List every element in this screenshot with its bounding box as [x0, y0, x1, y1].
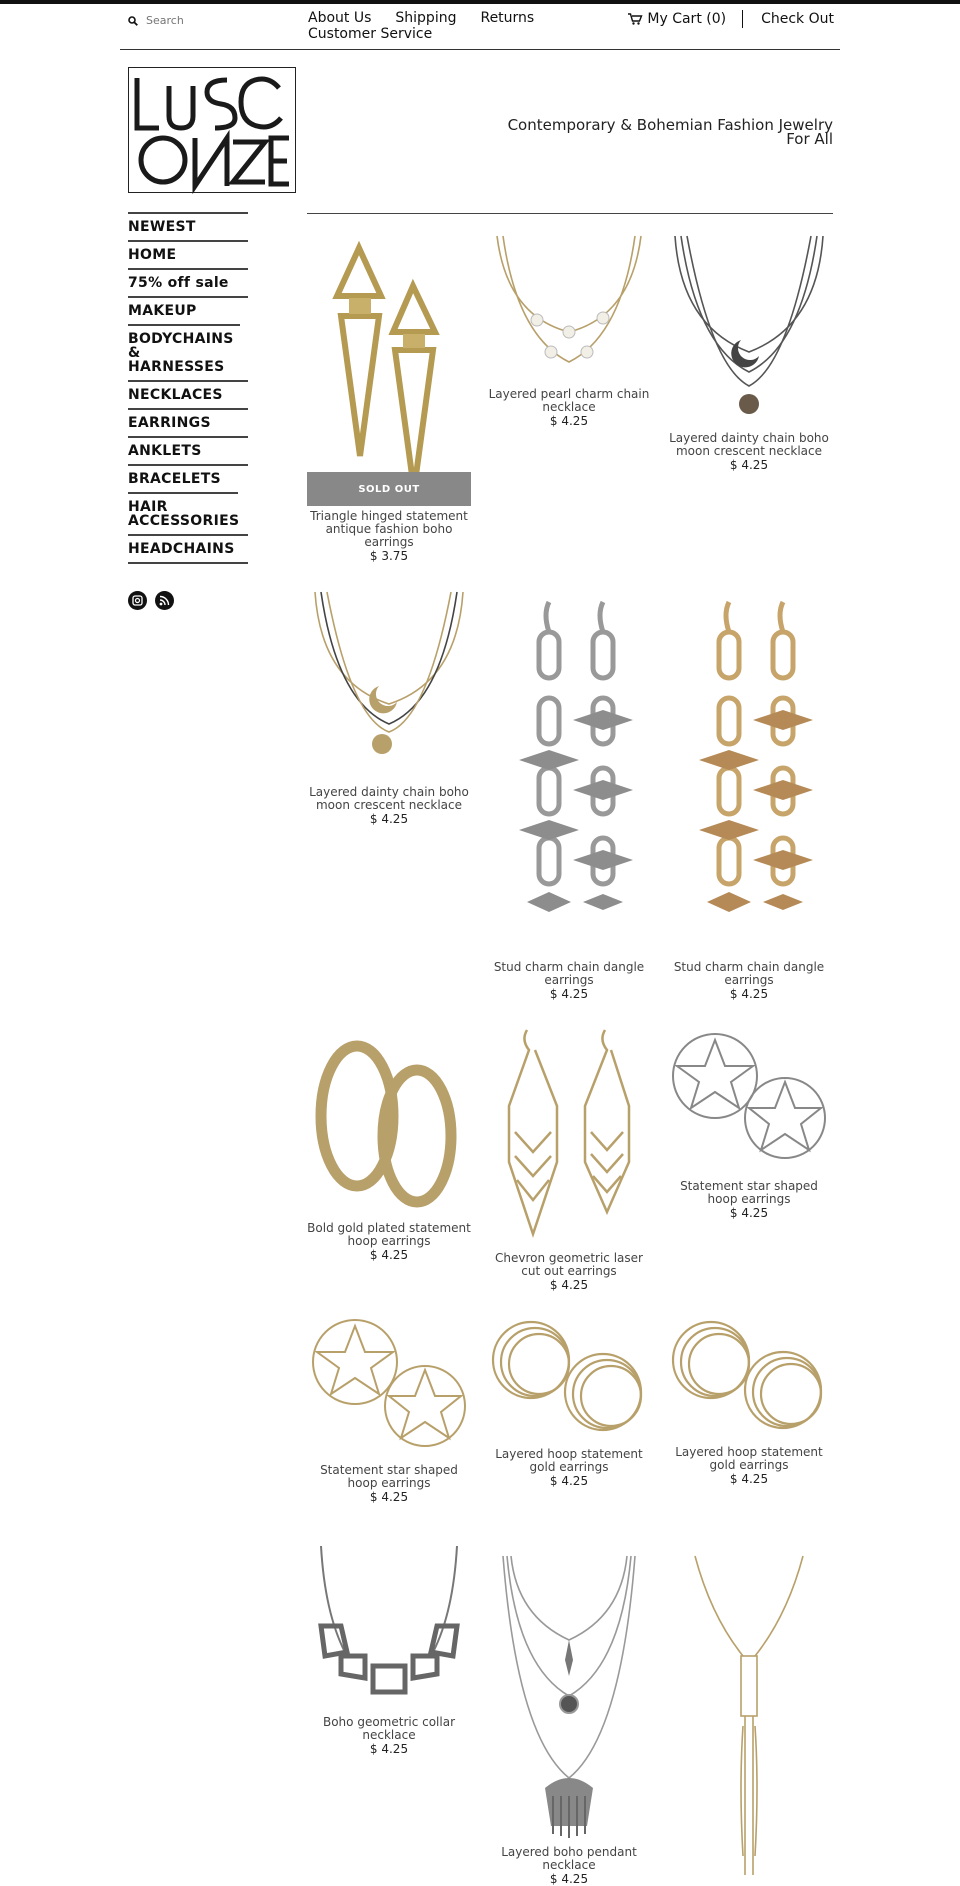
- cart-area: [628, 10, 834, 28]
- product-image[interactable]: [307, 1310, 471, 1460]
- product-card[interactable]: [487, 602, 651, 1001]
- search-box[interactable]: [128, 14, 266, 27]
- y-chain-necklace-icon: [667, 1556, 831, 1875]
- sidebar-item-bracelets[interactable]: BRACELETS: [128, 464, 248, 492]
- product-card[interactable]: [667, 1022, 831, 1220]
- product-name[interactable]: Layered hoop statement gold earrings: [495, 1447, 643, 1474]
- sidebar-item-anklets[interactable]: ANKLETS: [128, 436, 248, 464]
- product-name[interactable]: Triangle hinged statement antique fashion boho earrings: [310, 509, 468, 549]
- product-image[interactable]: [487, 236, 651, 384]
- search-input[interactable]: [146, 14, 266, 27]
- product-image[interactable]: [307, 592, 471, 782]
- product-price: $ 4.25: [729, 1472, 769, 1486]
- instagram-icon[interactable]: [128, 591, 147, 610]
- brand-logo[interactable]: [128, 67, 296, 193]
- stud-chain-gold-icon: [667, 602, 831, 957]
- product-name[interactable]: Bold gold plated statement hoop earrings: [307, 1221, 471, 1248]
- product-card[interactable]: [307, 1310, 471, 1504]
- chevron-earrings-icon: [487, 1022, 651, 1248]
- layered-hoop-2-icon: [667, 1310, 831, 1442]
- geometric-collar-icon: [307, 1546, 471, 1712]
- brand-tagline: Contemporary & Bohemian Fashion Jewelry For All: [507, 116, 833, 148]
- product-card[interactable]: [667, 1556, 831, 1875]
- product-name[interactable]: Layered hoop statement gold earrings: [675, 1445, 823, 1472]
- product-image[interactable]: [487, 1022, 651, 1248]
- product-image[interactable]: [307, 236, 471, 506]
- sidebar-item-hair-accessories[interactable]: HAIR ACCESSORIES: [128, 492, 238, 534]
- sidebar-item-newest[interactable]: NEWEST: [128, 212, 248, 240]
- product-image[interactable]: [307, 1546, 471, 1712]
- product-image[interactable]: [307, 1022, 471, 1218]
- product-name[interactable]: Stud charm chain dangle earrings: [493, 960, 645, 987]
- product-card[interactable]: [487, 1310, 651, 1488]
- product-name[interactable]: Stud charm chain dangle earrings: [673, 960, 825, 987]
- product-card[interactable]: [667, 602, 831, 1001]
- nav-about-us[interactable]: About Us: [308, 10, 372, 26]
- product-image[interactable]: [667, 1556, 831, 1875]
- nav-shipping[interactable]: Shipping: [395, 10, 457, 26]
- sidebar-item-bodychains[interactable]: BODYCHAINS & HARNESSES: [128, 324, 240, 380]
- cart-divider: [742, 10, 743, 28]
- product-price: $ 4.25: [729, 458, 769, 472]
- checkout-link[interactable]: Check Out: [761, 11, 834, 27]
- sold-out-badge: SOLD OUT: [307, 472, 471, 506]
- star-hoop-gold-icon: [307, 1310, 471, 1460]
- pendant-necklace-icon: [487, 1556, 651, 1842]
- product-name[interactable]: Statement star shaped hoop earrings: [680, 1179, 818, 1206]
- product-card[interactable]: [307, 1546, 471, 1756]
- product-name[interactable]: Chevron geometric laser cut out earrings: [495, 1251, 643, 1278]
- product-name[interactable]: Layered pearl charm chain necklace: [488, 387, 650, 414]
- sidebar-item-sale[interactable]: 75% off sale: [128, 268, 248, 296]
- top-nav: [308, 10, 608, 42]
- product-price: $ 4.25: [729, 987, 769, 1001]
- layered-hoop-icon: [487, 1310, 651, 1444]
- product-price: $ 3.75: [369, 549, 409, 563]
- pearl-necklace-icon: [487, 236, 651, 384]
- product-price: $ 4.25: [549, 414, 589, 428]
- product-name[interactable]: Layered boho pendant necklace: [501, 1845, 637, 1872]
- product-image[interactable]: [487, 1556, 651, 1842]
- sidebar-nav: [128, 212, 248, 564]
- product-price: $ 4.25: [369, 812, 409, 826]
- product-card[interactable]: [307, 592, 471, 826]
- product-card[interactable]: [307, 1022, 471, 1262]
- stud-chain-silver-icon: [487, 602, 651, 957]
- sidebar-item-earrings[interactable]: EARRINGS: [128, 408, 248, 436]
- product-price: $ 4.25: [369, 1248, 409, 1262]
- moon-necklace-icon: [667, 236, 831, 428]
- product-card[interactable]: [667, 236, 831, 472]
- logo-mark: [129, 68, 297, 194]
- sidebar-item-makeup[interactable]: MAKEUP: [128, 296, 248, 324]
- product-name[interactable]: Layered dainty chain boho moon crescent necklace: [669, 431, 829, 458]
- product-card[interactable]: [487, 1556, 651, 1886]
- cart-icon: [628, 13, 642, 25]
- triangle-earrings-icon: [307, 236, 471, 506]
- star-hoop-silver-icon: [667, 1022, 831, 1176]
- product-price: $ 4.25: [549, 1872, 589, 1886]
- product-image[interactable]: [487, 602, 651, 957]
- product-card[interactable]: [487, 236, 651, 428]
- gold-hoop-icon: [307, 1022, 471, 1218]
- sidebar-item-headchains[interactable]: HEADCHAINS: [128, 534, 248, 564]
- sidebar-item-home[interactable]: HOME: [128, 240, 248, 268]
- product-name[interactable]: Layered dainty chain boho moon crescent necklace: [309, 785, 469, 812]
- product-image[interactable]: [667, 1022, 831, 1176]
- product-price: $ 4.25: [549, 1278, 589, 1292]
- nav-customer-service[interactable]: Customer Service: [308, 26, 433, 42]
- product-price: $ 4.25: [369, 1490, 409, 1504]
- social-links: [128, 591, 174, 610]
- cart-link[interactable]: My Cart (0): [647, 11, 727, 27]
- product-price: $ 4.25: [549, 987, 589, 1001]
- content-divider: [307, 213, 833, 214]
- product-name[interactable]: Boho geometric collar necklace: [322, 1715, 456, 1742]
- product-name[interactable]: Statement star shaped hoop earrings: [320, 1463, 458, 1490]
- product-price: $ 4.25: [369, 1742, 409, 1756]
- search-icon: [128, 16, 138, 26]
- sidebar-item-necklaces[interactable]: NECKLACES: [128, 380, 248, 408]
- nav-returns[interactable]: Returns: [480, 10, 535, 26]
- product-card[interactable]: [307, 236, 471, 563]
- product-card[interactable]: [487, 1022, 651, 1292]
- product-card[interactable]: [667, 1310, 831, 1486]
- product-price: $ 4.25: [729, 1206, 769, 1220]
- product-image[interactable]: [487, 1310, 651, 1444]
- product-image[interactable]: [667, 602, 831, 957]
- product-price: $ 4.25: [549, 1474, 589, 1488]
- rss-icon[interactable]: [155, 591, 174, 610]
- header: [120, 4, 840, 50]
- product-image[interactable]: [667, 236, 831, 428]
- moon-necklace-gold-icon: [307, 592, 471, 782]
- product-image[interactable]: [667, 1310, 831, 1442]
